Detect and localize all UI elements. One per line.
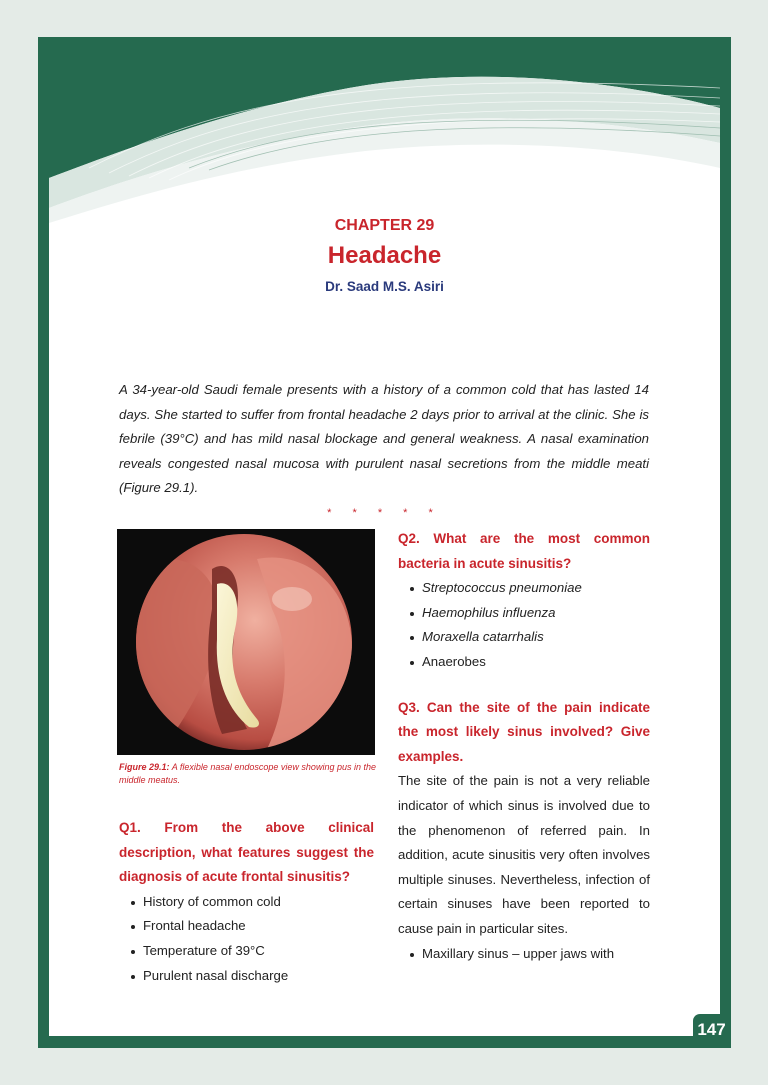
- list-item: Anaerobes: [408, 650, 650, 675]
- list-item: Maxillary sinus – upper jaws with: [408, 942, 650, 967]
- section-separator: * * * * *: [327, 507, 442, 519]
- figure-caption: [119, 761, 376, 787]
- list-item: Temperature of 39°C: [129, 939, 374, 964]
- figure-caption-label: Figure 29.1:: [119, 762, 170, 772]
- page: [49, 48, 726, 1039]
- q2-list: [398, 576, 650, 674]
- figure-caption-text: A flexible nasal endoscope view showing pus in the middle meatus.: [119, 762, 376, 785]
- q3-list: [398, 942, 650, 967]
- case-intro: A 34-year-old Saudi female presents with a history of a common cold that has lasted 14 days. She started to suffer from frontal headache 2 days prior to arrival at the clinic. She is febrile (39°C) and has mild nasal blockage and general weakness. A nasal examination reveals congested nasal mucosa with purulent nasal secretions from the middle meati (Figure 29.1).: [119, 382, 649, 496]
- page-number: 147: [693, 1014, 730, 1046]
- list-item: Frontal headache: [129, 914, 374, 939]
- list-item: Moraxella catarrhalis: [408, 625, 650, 650]
- list-item: Streptococcus pneumoniae: [408, 576, 650, 601]
- page-frame: [38, 37, 731, 1048]
- q2-heading: Q2. What are the most common bacteria in acute sinusitis?: [398, 531, 650, 571]
- q1-list: [119, 890, 374, 988]
- author: Dr. Saad M.S. Asiri: [325, 279, 444, 294]
- chapter-title: Headache: [327, 242, 442, 269]
- q1-heading: Q1. From the above clinical description, what features suggest the diagnosis of acute frontal sinusitis?: [119, 820, 374, 885]
- endoscope-figure: [117, 529, 375, 755]
- list-item: History of common cold: [129, 890, 374, 915]
- q3-body: The site of the pain is not a very reliable indicator of which sinus is involved due to the phenomenon of referred pain. In addition, acute sinusitis very often involves multiple sinuses. Nevertheless, infection of certain sinuses have been reported to cause pain in particular sites.: [398, 773, 650, 936]
- right-column: [398, 527, 650, 966]
- q3-heading: Q3. Can the site of the pain indicate the most likely sinus involved? Give examples.: [398, 699, 650, 764]
- chapter-label: CHAPTER 29: [334, 217, 435, 234]
- list-item: Haemophilus influenza: [408, 601, 650, 626]
- list-item: Purulent nasal discharge: [129, 964, 374, 989]
- left-column: [119, 816, 374, 988]
